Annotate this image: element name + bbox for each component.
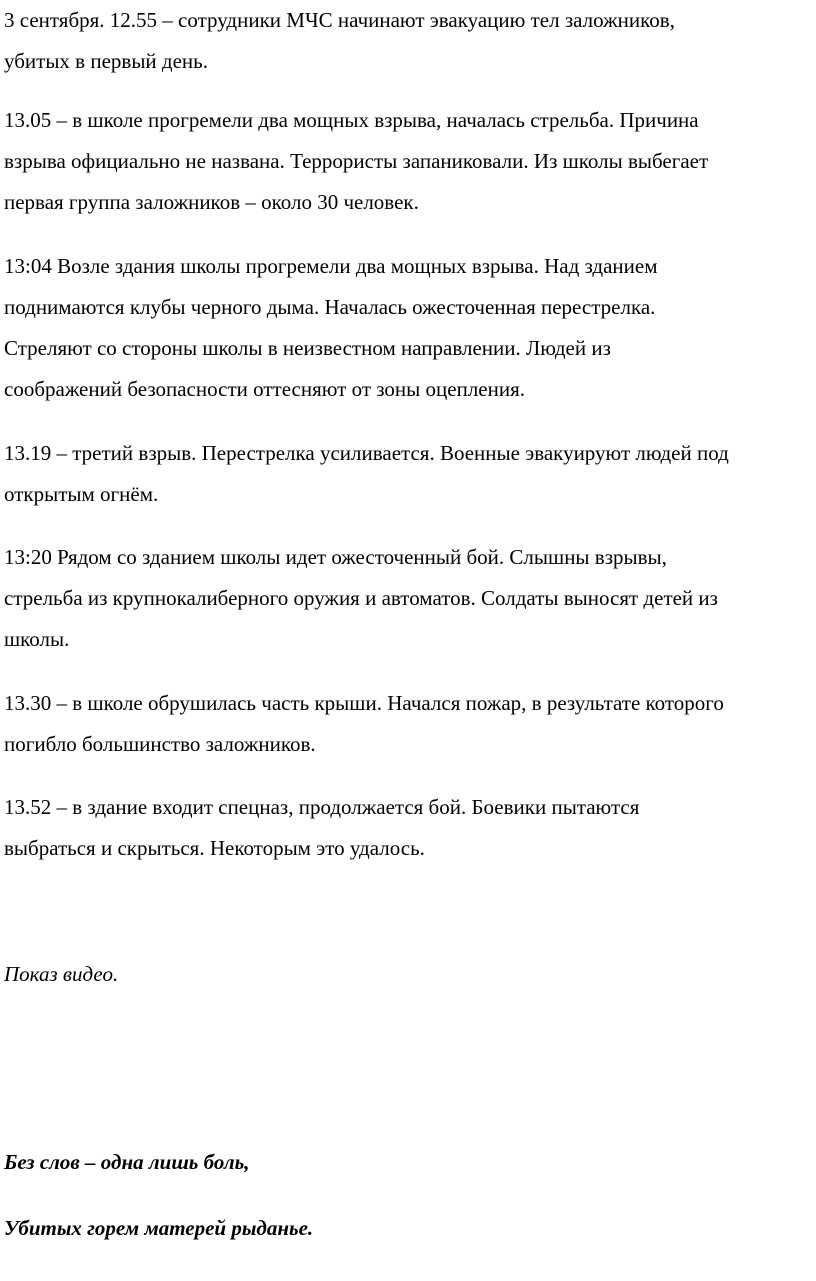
poem-line-1 xyxy=(4,1142,816,1183)
text-line: 13.52 – в здание входит спецназ, продолжается бой. Боевики пытаются xyxy=(4,795,640,819)
text-line: 13.05 – в школе прогремели два мощных взрыва, началась стрельба. Причина xyxy=(4,108,699,132)
paragraph-1320 xyxy=(4,537,816,660)
text-line: соображений безопасности оттесняют от зоны оцепления. xyxy=(4,377,526,401)
video-note-text: Показ видео. xyxy=(4,962,119,986)
text-line: Стреляют со стороны школы в неизвестном направлении. Людей из xyxy=(4,336,611,360)
text-line: поднимаются клубы черного дыма. Началась ожесточенная перестрелка. xyxy=(4,295,656,319)
text-line: взрыва официально не названа. Террористы запаниковали. Из школы выбегает xyxy=(4,149,709,173)
paragraph-1319 xyxy=(4,433,816,515)
poem-line-text: Убитых горем матерей рыданье. xyxy=(4,1216,314,1240)
text-line: 13:04 Возле здания школы прогремели два мощных взрыва. Над зданием xyxy=(4,254,658,278)
video-note xyxy=(4,954,816,995)
paragraph-1330 xyxy=(4,683,816,765)
text-line: первая группа заложников – около 30 человек. xyxy=(4,190,419,214)
text-line: 3 сентября. 12.55 – сотрудники МЧС начинают эвакуацию тел заложников, xyxy=(4,8,675,32)
paragraph-1255 xyxy=(4,0,816,82)
text-line: 13.19 – третий взрыв. Перестрелка усиливается. Военные эвакуируют людей под xyxy=(4,441,729,465)
paragraph-1304 xyxy=(4,246,816,410)
text-line: 13:20 Рядом со зданием школы идет ожесточенный бой. Слышны взрывы, xyxy=(4,545,667,569)
text-line: школы. xyxy=(4,627,70,651)
text-line: погибло большинство заложников. xyxy=(4,732,316,756)
poem-line-text: Без слов – одна лишь боль, xyxy=(4,1150,250,1174)
text-line: стрельба из крупнокалиберного оружия и автоматов. Солдаты выносят детей из xyxy=(4,586,718,610)
text-line: 13.30 – в школе обрушилась часть крыши. Начался пожар, в результате которого xyxy=(4,691,724,715)
text-line: выбраться и скрыться. Некоторым это удалось. xyxy=(4,836,425,860)
paragraph-1352 xyxy=(4,787,816,869)
text-line: открытым огнём. xyxy=(4,482,159,506)
poem-line-2 xyxy=(4,1208,816,1249)
paragraph-1305 xyxy=(4,100,816,223)
text-line: убитых в первый день. xyxy=(4,49,208,73)
